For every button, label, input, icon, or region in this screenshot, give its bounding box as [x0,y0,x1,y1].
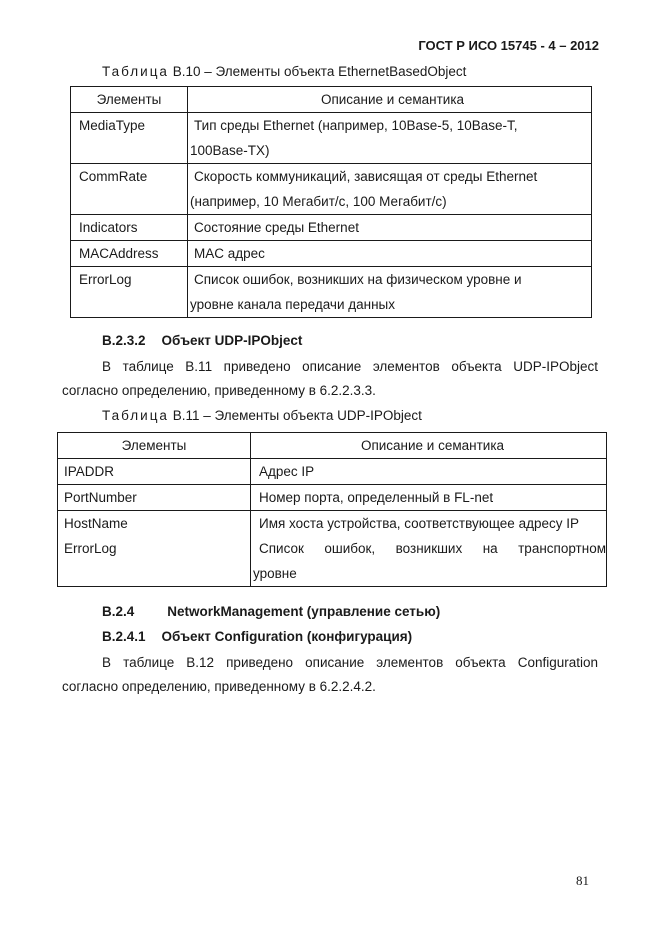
element-description [188,164,592,215]
element-name: IPADDR [58,459,251,485]
table2-caption-word: Таблица [102,408,169,423]
section-number: В.2.4 [102,604,135,619]
description-line: (например, 10 Мегабит/с, 100 Мегабит/с) [190,194,447,209]
element-name: ErrorLog [58,536,251,587]
description-line: 100Base-TX) [190,143,270,158]
section-heading-b241 [102,629,412,644]
table-row [58,485,607,511]
description-line: уровне [253,566,297,581]
table-row [71,113,592,164]
table-row [58,511,607,537]
section-title: Объект Configuration (конфигурация) [161,629,413,644]
table-row [71,267,592,318]
element-description [251,536,607,587]
element-description [188,267,592,318]
udp-ip-object-table [57,432,607,587]
description-line: Список ошибок, возникших на физическом уровне и [194,272,522,287]
column-header-elements: Элементы [58,433,251,459]
element-description: Номер порта, определенный в FL-net [251,485,607,511]
table2-caption [102,408,422,423]
element-description: Состояние среды Ethernet [188,215,592,241]
element-description: Имя хоста устройства, соответствующее адресу IP [251,511,607,537]
element-name: CommRate [71,164,188,215]
table1-caption [102,64,466,79]
table1-caption-text: В.10 – Элементы объекта EthernetBasedObject [172,64,467,79]
section-number: В.2.4.1 [102,629,146,644]
description-line: Список ошибок, возникших на транспортном [259,541,606,556]
element-description [188,113,592,164]
table-row [71,164,592,215]
element-description: MAC адрес [188,241,592,267]
column-header-description: Описание и семантика [188,87,592,113]
element-description: Адрес IP [251,459,607,485]
paragraph-line: В таблице В.12 приведено описание элементов объекта Configuration [102,655,598,670]
section-title: Объект UDP-IPObject [161,333,303,348]
description-line: Тип среды Ethernet (например, 10Base-5, 10Base-T, [194,118,518,133]
table-row [58,459,607,485]
column-header-elements: Элементы [71,87,188,113]
paragraph-line: согласно определению, приведенному в 6.2.2.4.2. [62,679,376,694]
element-name: HostName [58,511,251,537]
document-header: ГОСТ Р ИСО 15745 - 4 – 2012 [418,38,599,53]
table-row [71,241,592,267]
element-name: ErrorLog [71,267,188,318]
table2-caption-text: В.11 – Элементы объекта UDP-IPObject [172,408,422,423]
paragraph-line: согласно определению, приведенному в 6.2.2.3.3. [62,383,376,398]
section-heading-b24 [102,604,440,619]
ethernet-object-table [70,86,592,318]
table-row [71,215,592,241]
paragraph-line: В таблице В.11 приведено описание элементов объекта UDP-IPObject [102,359,598,374]
column-header-description: Описание и семантика [251,433,607,459]
table-header-row [58,433,607,459]
description-line: уровне канала передачи данных [190,297,396,312]
element-name: PortNumber [58,485,251,511]
section-heading-b232 [102,333,302,348]
section-number: В.2.3.2 [102,333,146,348]
table-row [58,536,607,587]
table1-caption-word: Таблица [102,64,169,79]
element-name: MediaType [71,113,188,164]
description-line: Скорость коммуникаций, зависящая от среды Ethernet [194,169,538,184]
element-name: Indicators [71,215,188,241]
table-header-row [71,87,592,113]
section-title: NetworkManagement (управление сетью) [167,604,441,619]
page-number: 81 [576,873,589,888]
element-name: MACAddress [71,241,188,267]
